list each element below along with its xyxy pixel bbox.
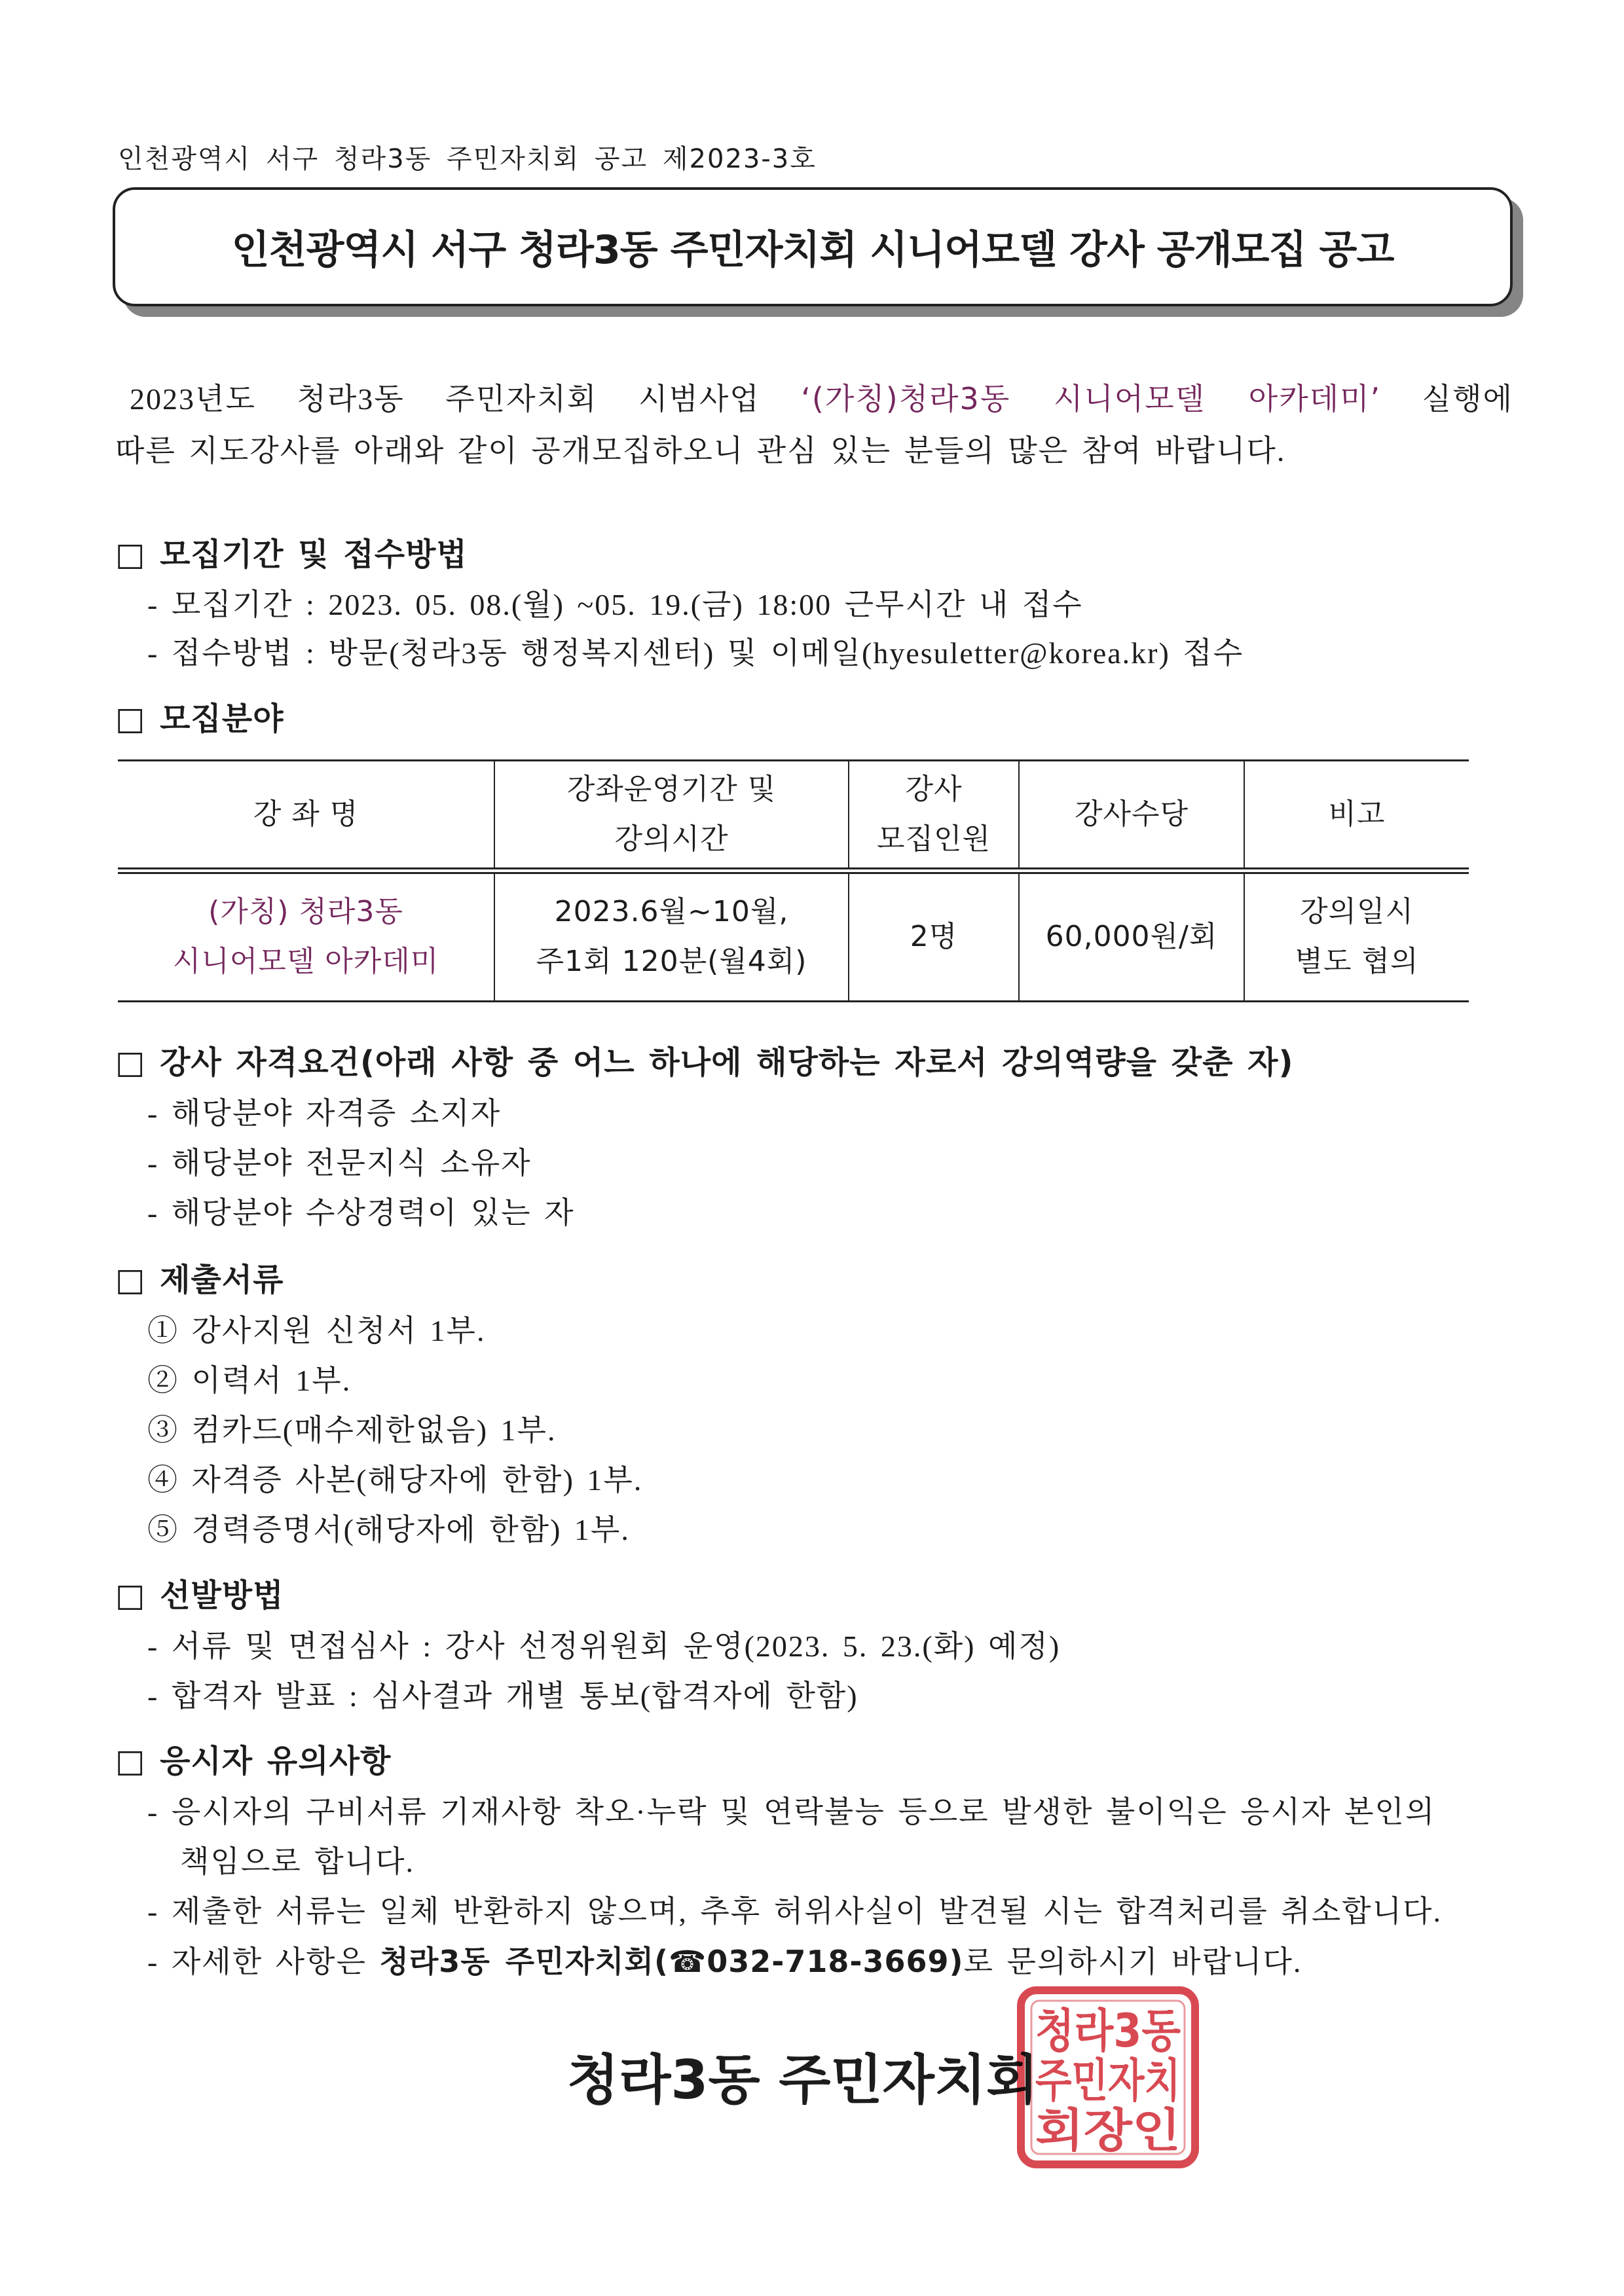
list-item: - 제출한 서류는 일체 반환하지 않으며, 추후 허위사실이 발견될 시는 합격처리를 취소합니다. [147,1895,1442,1928]
list-item-line: - 응시자의 구비서류 기재사항 착오·누락 및 연락불능 등으로 발생한 불이익은 응시자 본인의 [147,1795,1436,1829]
list-item: - 서류 및 면접심사 : 강사 선정위원회 운영(2023. 5. 23.(화) 예정) [147,1630,1061,1663]
official-seal-stamp [1016,1985,1200,2170]
issuer-name: 청라3동 주민자치회 [567,2049,1039,2111]
seal-text-row: 회장인 [1035,2104,1181,2157]
list-item: - 해당분야 수상경력이 있는 자 [147,1196,575,1230]
header-line: 비고 [1328,797,1386,831]
header-line: 강좌운영기간 및 [566,772,777,806]
notice-number: 인천광역시 서구 청라3동 주민자치회 공고 제2023-3호 [118,144,817,174]
seal-text-row: 청라3동 [1035,2004,1181,2058]
list-item: - 접수방법 : 방문(청라3동 행정복지센터) 및 이메일(hyesuletter@korea.kr) 접수 [147,636,1244,670]
header-period [494,761,849,871]
list-item: - 합격자 발표 : 심사결과 개별 통보(합격자에 한함) [147,1679,858,1713]
section-heading: □ 강사 자격요건(아래 사항 중 어느 하나에 해당하는 자로서 강의역량을 갖춘 자) [115,1044,1294,1081]
cell-line: (가칭) 청라3동 [208,895,403,929]
section-heading: □ 모집기간 및 접수방법 [115,536,468,573]
section-heading: □ 응시자 유의사항 [115,1743,392,1779]
intro-text-before: 2023년도 청라3동 주민자치회 시범사업 [130,382,802,416]
list-item [115,1787,1536,1887]
list-item: - 해당분야 자격증 소지자 [147,1097,502,1130]
header-line: 강 좌 명 [253,797,359,831]
contact-info: 청라3동 주민자치회(☎032-718-3669) [379,1944,964,1979]
section-heading: □ 제출서류 [115,1262,284,1298]
header-remarks [1244,761,1469,871]
intro-text-after: 실행에 [1381,382,1513,416]
list-item: ⑤ 경력증명서(해당자에 한함) 1부. [147,1513,630,1546]
section-documents [115,1254,1536,1555]
list-item: ④ 자격증 사본(해당자에 한함) 1부. [147,1463,643,1497]
cell-line: 주1회 120분(월4회) [536,945,807,979]
section-qualifications [115,1036,1536,1238]
section-heading: □ 모집분야 [115,701,284,737]
header-line: 강사수당 [1074,797,1189,831]
cell-line: 강의일시 [1299,895,1414,929]
section-cautions [115,1735,1536,1987]
header-line: 강의시간 [614,822,729,856]
cell-line: 별도 협의 [1295,945,1419,979]
program-name-highlight: ‘(가칭)청라3동 시니어모델 아카데미’ [801,381,1382,416]
cell-line: 60,000원/회 [1045,920,1218,954]
intro-line-2: 따른 지도강사를 아래와 같이 공개모집하오니 관심 있는 분들의 많은 참여 바랍니다. [115,434,1286,467]
table-row [118,871,1469,1002]
header-fee [1019,761,1244,871]
cell-course-name [118,871,494,1002]
cell-line: 2명 [910,920,958,954]
cell-fee [1019,871,1244,1002]
list-item-continuation: 책임으로 합니다. [180,1845,415,1878]
list-item: ③ 컴카드(매수제한없음) 1부. [147,1413,557,1447]
header-course-name [118,761,494,871]
header-line: 강사 [905,772,963,806]
section-recruitment-field [115,693,1536,745]
list-item: - 해당분야 전문지식 소유자 [147,1146,532,1180]
cell-line: 시니어모델 아카데미 [172,945,439,979]
list-item: - 모집기간 : 2023. 05. 08.(월) ~05. 19.(금) 18:00 근무시간 내 접수 [147,588,1083,621]
header-line: 모집인원 [876,822,991,856]
cell-remarks [1244,871,1469,1002]
table-header-row [118,761,1469,871]
contact-text-before: - 자세한 사항은 [147,1945,380,1978]
seal-text-row: 주민자치 [1035,2054,1181,2107]
section-recruitment-period [115,528,1536,678]
title-box [113,187,1513,306]
contact-text-after: 로 문의하시기 바랍니다. [963,1945,1302,1978]
recruitment-field-table [118,759,1469,1002]
cell-headcount [849,871,1019,1002]
section-selection [115,1569,1536,1721]
cell-line: 2023.6월~10월, [554,895,789,929]
page-title: 인천광역시 서구 청라3동 주민자치회 시니어모델 강사 공개모집 공고 [231,227,1394,273]
intro-line-1 [130,373,1513,426]
list-item [115,1937,1536,1987]
header-headcount [849,761,1019,871]
list-item: ① 강사지원 신청서 1부. [147,1314,486,1347]
section-heading: □ 선발방법 [115,1577,284,1614]
list-item: ② 이력서 1부. [147,1364,352,1397]
cell-period [494,871,849,1002]
